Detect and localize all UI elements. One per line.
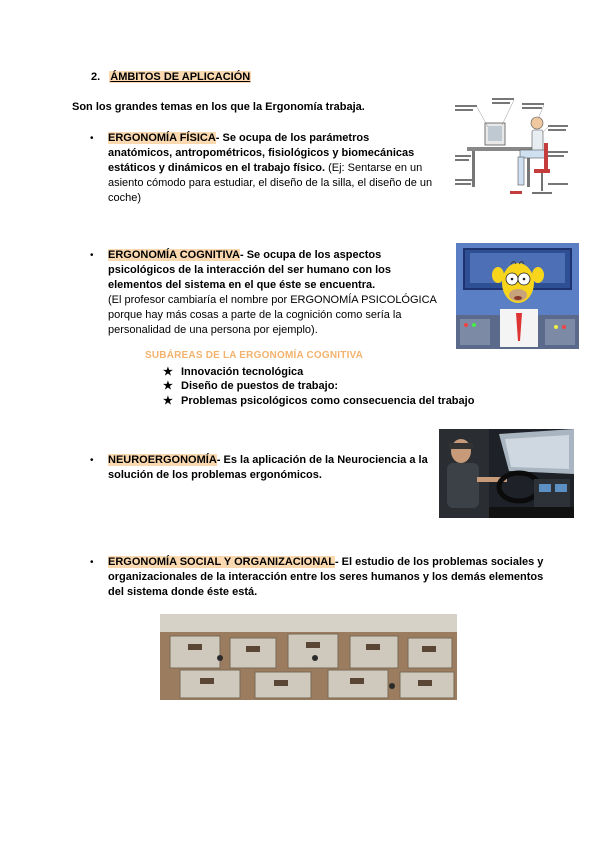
section-number: 2. (91, 71, 101, 83)
subarea-item: ★ Innovación tecnológica (163, 366, 304, 378)
subarea-item: ★ Diseño de puestos de trabajo: (163, 380, 339, 392)
item-term: ERGONOMÍA SOCIAL Y ORGANIZACIONAL (108, 556, 335, 568)
bullet-icon: • (90, 557, 94, 568)
bullet-icon: • (90, 133, 94, 144)
item-ergonomia-fisica: • ERGONOMÍA FÍSICA- Se ocupa de los parámetros anatómicos, antropométricos, fisiológicos y biomecánicas estáticos y dinámicos en el trabajo físico. (Ej: Sentarse en un asiento cómodo para estudiar, el diseño de la silla, el diseño de un coche) (90, 132, 433, 204)
section-title (91, 71, 251, 83)
office-cubicles-image (160, 614, 457, 700)
item-term: ERGONOMÍA FÍSICA (108, 132, 216, 144)
item-ergonomia-cognitiva: • ERGONOMÍA COGNITIVA- Se ocupa de los aspectos psicológicos de la interacción del ser humano con los elementos del sistema en el que éste se encuentra. (El profesor cambiaría el nombre por ERGONOMÍA PSICOLÓGICA porque hay más cosas a parte de la cognición como sería la personalidad de una persona por ejemplo). (90, 249, 437, 336)
star-icon: ★ (163, 380, 173, 392)
section-title-text: ÁMBITOS DE APLICACIÓN (110, 71, 251, 83)
star-icon: ★ (163, 395, 173, 407)
item-term: ERGONOMÍA COGNITIVA (108, 249, 240, 261)
item-neuroergonomia: • NEUROERGONOMÍA- Es la aplicación de la Neurociencia a la solución de los problemas ergonómicos. (90, 454, 428, 481)
subareas-title: SUBÁREAS DE LA ERGONOMÍA COGNITIVA (145, 350, 364, 361)
workstation-diagram-image (452, 95, 570, 208)
item-ergonomia-social: • ERGONOMÍA SOCIAL Y ORGANIZACIONAL- El estudio de los problemas sociales y organizacionales de la interacción entre los seres humanos y los demás elementos del sistema donde éste está. (90, 556, 544, 598)
subarea-item: ★ Problemas psicológicos como consecuencia del trabajo (163, 395, 475, 407)
bullet-icon: • (90, 455, 94, 466)
bullet-icon: • (90, 250, 94, 261)
stressed-cartoon-image (456, 243, 579, 349)
item-term: NEUROERGONOMÍA (108, 454, 217, 466)
driving-simulator-image (439, 429, 574, 518)
star-icon: ★ (163, 366, 173, 378)
section-intro: Son los grandes temas en los que la Ergonomía trabaja. (72, 101, 365, 113)
